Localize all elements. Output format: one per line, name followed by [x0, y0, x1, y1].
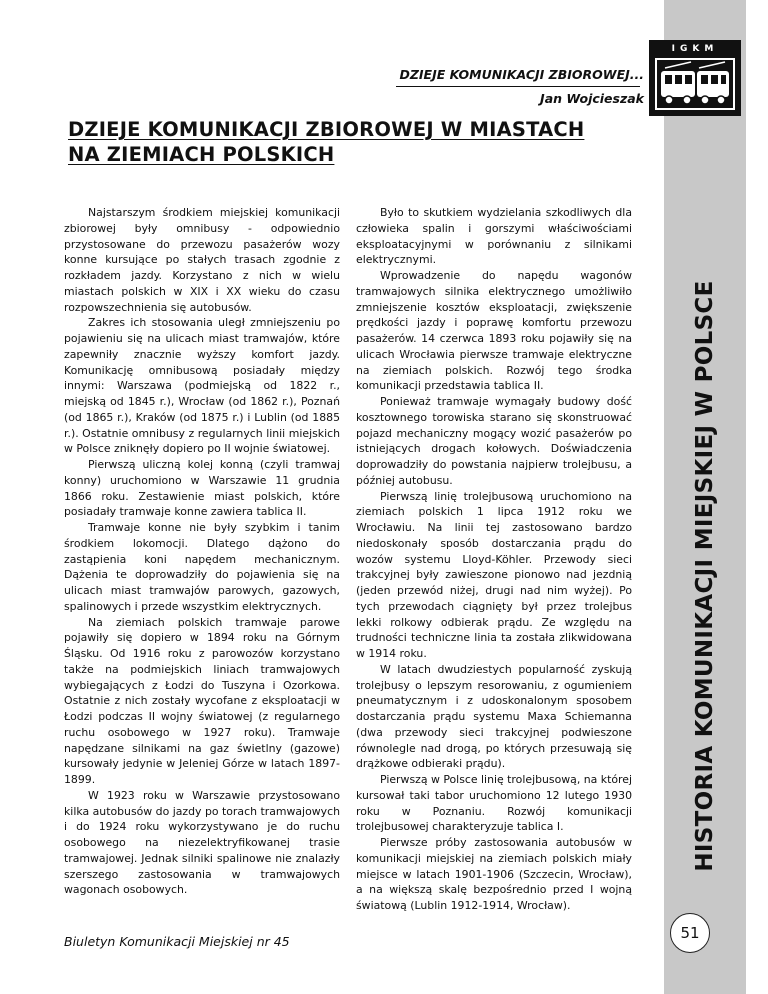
running-title: DZIEJE KOMUNIKACJI ZBIOROWEJ...: [399, 67, 644, 82]
article-title: [68, 117, 648, 167]
igkm-logo: [649, 40, 741, 116]
paragraph: W 1923 roku w Warszawie przystosowano kilka autobusów do jazdy po torach tramwajowych i do 1924 roku wykorzystywano je do ruchu osobowego na niezelektryfikowanej trasie tramwajowej. Jednak silniki spalinowe nie znalazły szerszego zastosowania w tramwajowych wagonach osobowych.: [64, 788, 340, 897]
paragraph: Pierwsze próby zastosowania autobusów w komunikacji miejskiej na ziemiach polskich miały miejsce w latach 1901-1906 (Szczecin, Wrocław), a na większą skalę bezpośrednio przed I wojną światową (Lublin 1912-1914, Wrocław).: [356, 836, 632, 912]
page-number: 51: [670, 913, 710, 953]
left-column: [64, 205, 340, 898]
article-title-line-1: DZIEJE KOMUNIKACJI ZBIOROWEJ W MIASTACH: [68, 118, 585, 141]
section-title-vertical: HISTORIA KOMUNIKACJI MIEJSKIEJ W POLSCE: [692, 280, 718, 872]
paragraph: W latach dwudziestych popularność zyskują trolejbusy o lepszym resorowaniu, z ogumieniem pneumatycznym i z udoskonalonym sposobem dostarczania prądu systemu Maxa Schiemanna (dwa przewody sieci trakcyjnej podwieszone równolegle nad drogą, po których przesuwają się drążkowe odbieraki prądu).: [356, 662, 632, 771]
paragraph: Tramwaje konne nie były szybkim i tanim środkiem lokomocji. Dlatego dążono do zastąpienia koni napędem mechanicznym. Dążenia te doprowadziły do pojawienia się na ulicach miast tramwajów parowych, gazowych, spalinowych i przede wszystkim elektrycznych.: [64, 521, 340, 613]
article-title-line-2: NA ZIEMIACH POLSKICH: [68, 143, 335, 166]
paragraph: Pierwszą uliczną kolej konną (czyli tramwaj konny) uruchomiono w Warszawie 11 grudnia 1866 roku. Zestawienie miast polskich, które posiadały tramwaje konne zawiera tablica II.: [64, 458, 340, 519]
paragraph: Ponieważ tramwaje wymagały budowy dość kosztownego torowiska starano się skonstruować pojazd mechaniczny mogący wozić pasażerów po istniejących drogach kołowych. Doświadczenia doprowadziły do powstania najpierw trolejbusu, a później autobusu.: [356, 395, 632, 487]
author-name: Jan Wojcieszak: [540, 91, 644, 106]
paragraph: Było to skutkiem wydzielania szkodliwych dla człowieka spalin i gorszymi właściwościami eksploatacyjnymi w porównaniu z silnikami elektrycznymi.: [356, 206, 632, 267]
paragraph: Na ziemiach polskich tramwaje parowe pojawiły się dopiero w 1894 roku na Górnym Śląsku. Od 1916 roku z parowozów korzystano także na podmiejskich liniach tramwajowych wybiegających z Łodzi do Tuszyna i Ozorkowa. Ostatnie z nich zostały wycofane z eksploatacji w Łodzi podczas II wojny światowej (z regularnego ruchu osobowego w 1927 roku). Tramwaje napędzane silnikami na gaz świetlny (gazowe) kursowały jedynie w Jeleniej Górze w latach 1897-1899.: [64, 615, 340, 786]
publication-footer: Biuletyn Komunikacji Miejskiej nr 45: [64, 934, 290, 949]
paragraph: Pierwszą linię trolejbusową uruchomiono na ziemiach polskich 1 lipca 1912 roku we Wrocławiu. Na linii tej zastosowano bardzo niedoskonały sposób dostarczania prądu do wozów systemu Lloyd-Köhler. Przewody sieci trakcyjnej były zawieszone pionowo nad jezdnią (jeden przewód niżej, drugi nad nim wyżej). Po tych przewodach ciągnięty był przez trolejbus lekki rolkowy odbierak prądu. Ze względu na trudności techniczne linia ta została zlikwidowana w 1914 roku.: [356, 489, 632, 660]
paragraph: Najstarszym środkiem miejskiej komunikacji zbiorowej były omnibusy - odpowiednio przystosowane do przewozu pasażerów wozy konne kursujące po stałych trasach zgodnie z rozkładem jazdy. Korzystano z nich w wielu miastach polskich w XIX i XX wieku do czasu rozpowszechnienia się autobusów.: [64, 206, 340, 314]
paragraph: Pierwszą w Polsce linię trolejbusową, na której kursował taki tabor uruchomiono 12 lutego 1930 roku w Poznaniu. Rozwój komunikacji trolejbusowej charakteryzuje tablica I.: [356, 773, 632, 834]
logo-text: IGKM: [671, 44, 719, 54]
right-column: [356, 205, 632, 914]
tram-bus-logo-icon: [655, 58, 735, 110]
header-rule: [396, 86, 640, 87]
paragraph: Zakres ich stosowania uległ zmniejszeniu po pojawieniu się na ulicach miast tramwajów, które zapewniły znacznie wyższy komfort jazdy. Komunikację omnibusową posiadały między innymi: Warszawa (podmiejską od 1822 r., miejską od 1845 r.), Wrocław (od 1862 r.), Poznań (od 1865 r.), Kraków (od 1875 r.) i Lublin (od 1885 r.). Ostatnie omnibusy z regularnych linii miejskich w Polsce zniknęły dopiero po II wojnie światowej.: [64, 316, 340, 456]
paragraph: Wprowadzenie do napędu wagonów tramwajowych silnika elektrycznego umożliwiło zmniejszenie kosztów eksploatacji, zwiększenie prędkości jazdy i poprawę komfortu przewozu pasażerów. 14 czerwca 1893 roku pojawiły się na ulicach Wrocławia pierwsze tramwaje elektryczne na ziemiach polskich. Rozwój tego środka komunikacji przedstawia tablica II.: [356, 269, 632, 393]
